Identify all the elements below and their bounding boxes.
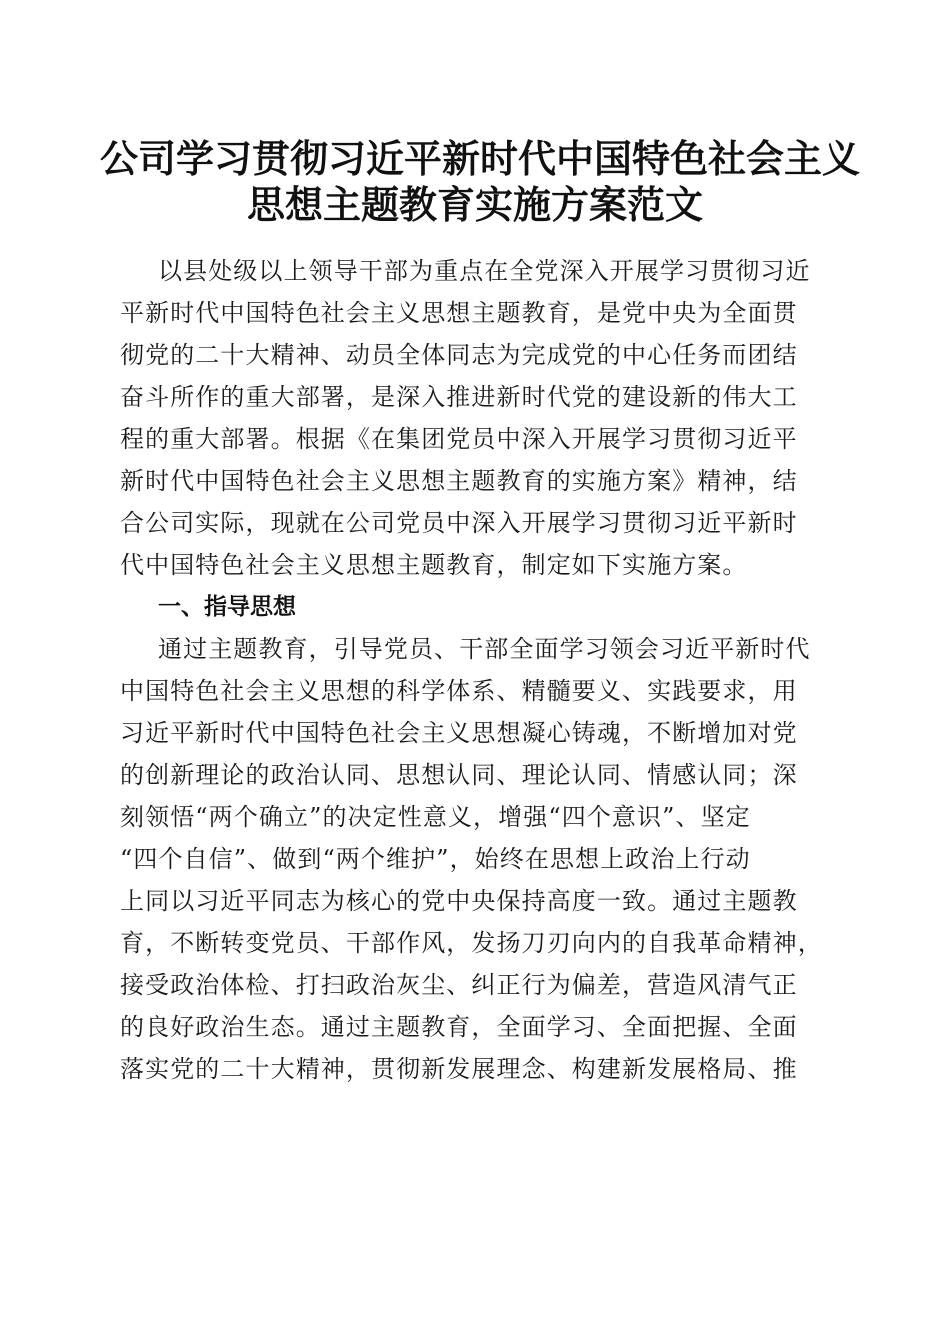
paragraph-2-line-7: 上同以习近平同志为核心的党中央保持高度一致。通过主题教 (120, 887, 798, 915)
paragraph-2-line-1: 通过主题教育，引导党员、干部全面学习领会习近平新时代 (158, 635, 811, 663)
paragraph-2-line-3: 习近平新时代中国特色社会主义思想凝心铸魂，不断增加对党 (120, 719, 798, 747)
paragraph-2-line-9: 接受政治体检、打扫政治灰尘、纠正行为偏差，营造风清气正 (120, 971, 798, 999)
paragraph-1-line-8: 代中国特色社会主义思想主题教育，制定如下实施方案。 (120, 551, 748, 579)
paragraph-1-line-2: 平新时代中国特色社会主义思想主题教育，是党中央为全面贯 (120, 299, 798, 327)
paragraph-1-line-6: 新时代中国特色社会主义思想主题教育的实施方案》精神，结 (120, 467, 798, 495)
paragraph-2-line-4: 的创新理论的政治认同、思想认同、理论认同、情感认同；深 (120, 761, 798, 789)
paragraph-2-line-10: 的良好政治生态。通过主题教育，全面学习、全面把握、全面 (120, 1013, 798, 1041)
document-title-line-2: 思想主题教育实施方案范文 (246, 182, 703, 227)
paragraph-2-line-2: 中国特色社会主义思想的科学体系、精髓要义、实践要求，用 (120, 677, 798, 705)
paragraph-1-line-3: 彻党的二十大精神、动员全体同志为完成党的中心任务而团结 (120, 341, 798, 369)
paragraph-2-line-5: 刻领悟“两个确立”的决定性意义，增强“四个意识”、坚定 (120, 803, 751, 831)
paragraph-2-line-8: 育，不断转变党员、干部作风，发扬刀刃向内的自我革命精神， (120, 929, 823, 957)
paragraph-1-line-5: 程的重大部署。根据《在集团党员中深入开展学习贯彻习近平 (120, 425, 798, 453)
paragraph-1-line-7: 合公司实际，现就在公司党员中深入开展学习贯彻习近平新时 (120, 509, 798, 537)
paragraph-2-line-11: 落实党的二十大精神，贯彻新发展理念、构建新发展格局、推 (120, 1055, 798, 1083)
section-1-heading: 一、指导思想 (158, 594, 296, 620)
paragraph-1-line-4: 奋斗所作的重大部署，是深入推进新时代党的建设新的伟大工 (120, 383, 798, 411)
document-title-line-1: 公司学习贯彻习近平新时代中国特色社会主义 (100, 136, 861, 181)
paragraph-1-line-1: 以县处级以上领导干部为重点在全党深入开展学习贯彻习近 (158, 257, 811, 285)
paragraph-2-line-6: “四个自信”、做到“两个维护”，始终在思想上政治上行动 (120, 845, 751, 873)
